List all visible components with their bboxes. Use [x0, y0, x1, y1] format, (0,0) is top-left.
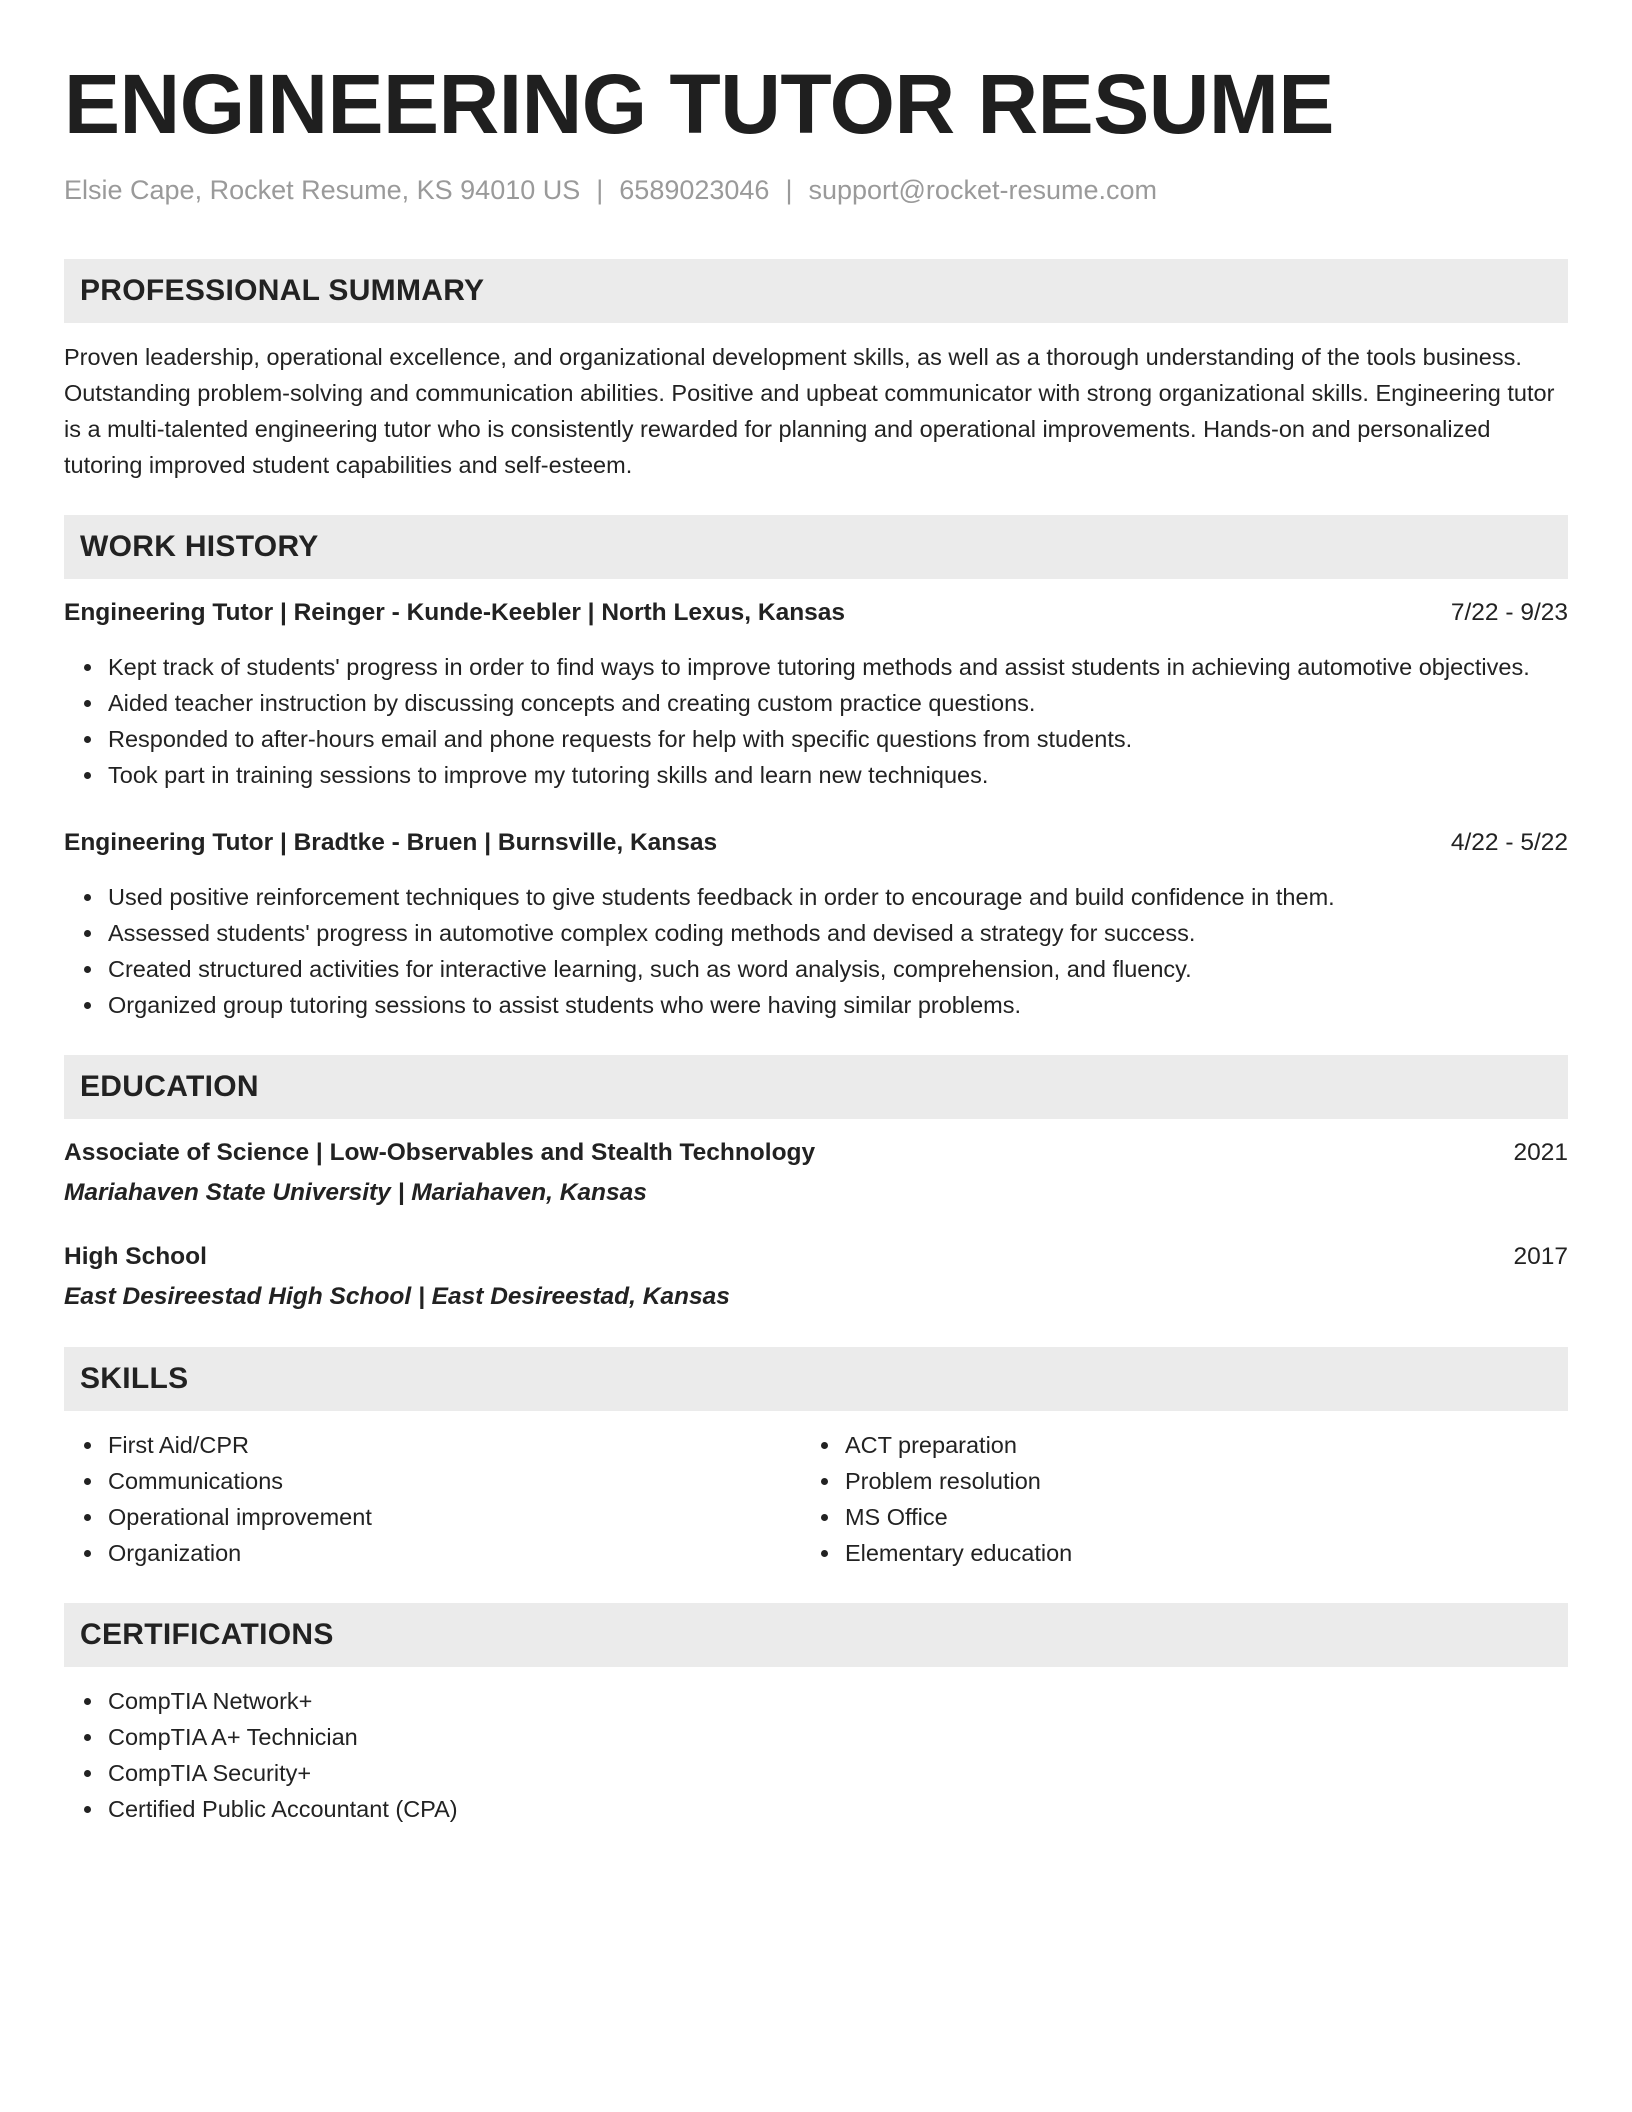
resume-title: ENGINEERING TUTOR RESUME	[64, 57, 1334, 151]
resume-content	[64, 52, 1568, 1827]
skill-item: ACT preparation	[845, 1427, 1568, 1463]
job-bullet: Responded to after-hours email and phone requests for help with specific questions from students.	[108, 721, 1568, 757]
work-history-heading: WORK HISTORY	[64, 515, 1568, 579]
job-bullet: Assessed students' progress in automotive complex coding methods and devised a strategy for success.	[108, 915, 1568, 951]
contact-separator: |	[785, 175, 793, 205]
skill-item: Communications	[108, 1463, 801, 1499]
certifications-list	[64, 1683, 1568, 1827]
job-header	[64, 825, 1568, 861]
certification-item: CompTIA Security+	[108, 1755, 1568, 1791]
education-header	[64, 1239, 1568, 1275]
education-entry	[64, 1239, 1568, 1315]
skills-column-right	[801, 1427, 1568, 1571]
skill-item: Elementary education	[845, 1535, 1568, 1571]
education-header	[64, 1135, 1568, 1171]
contact-separator: |	[596, 175, 604, 205]
education-year: 2021	[1513, 1139, 1568, 1166]
job-bullet: Used positive reinforcement techniques to give students feedback in order to encourage and build confidence in them.	[108, 879, 1568, 915]
job-bullet: Took part in training sessions to improve my tutoring skills and learn new techniques.	[108, 757, 1568, 793]
job-bullet: Kept track of students' progress in order to find ways to improve tutoring methods and assist students in achieving automotive objectives.	[108, 649, 1568, 685]
job-bullet: Organized group tutoring sessions to assist students who were having similar problems.	[108, 987, 1568, 1023]
summary-heading: PROFESSIONAL SUMMARY	[64, 259, 1568, 323]
job-bullets	[64, 649, 1568, 793]
summary-text: Proven leadership, operational excellence, and organizational development skills, as well as a thorough understanding of the tools business. Outstanding problem-solving and communication abilities. Positive and upbeat communicator with strong organizational skills. Engineering tutor is a multi-talented engineering tutor who is consistently rewarded for planning and operational improvements. Hands-on and personalized tutoring improved student capabilities and self-esteem.	[64, 344, 1555, 478]
contact-address: Elsie Cape, Rocket Resume, KS 94010 US	[64, 175, 581, 205]
job-title: Engineering Tutor | Reinger - Kunde-Keebler | North Lexus, Kansas	[64, 599, 846, 626]
job-bullet: Created structured activities for interactive learning, such as word analysis, comprehension, and fluency.	[108, 951, 1568, 987]
certification-item: CompTIA A+ Technician	[108, 1719, 1568, 1755]
education-degree: Associate of Science | Low-Observables and Stealth Technology	[64, 1139, 816, 1166]
job-entry	[64, 595, 1568, 793]
skill-item: Operational improvement	[108, 1499, 801, 1535]
skills-grid	[64, 1427, 1568, 1571]
skill-item: First Aid/CPR	[108, 1427, 801, 1463]
contact-email: support@rocket-resume.com	[808, 175, 1157, 205]
education-school: Mariahaven State University | Mariahaven, Kansas	[64, 1179, 647, 1206]
job-entry	[64, 825, 1568, 1023]
job-dates: 4/22 - 5/22	[1450, 829, 1568, 856]
job-header	[64, 595, 1568, 631]
job-bullet: Aided teacher instruction by discussing concepts and creating custom practice questions.	[108, 685, 1568, 721]
education-entry	[64, 1135, 1568, 1211]
contact-phone: 6589023046	[619, 175, 770, 205]
skills-column-left	[64, 1427, 801, 1571]
education-heading: EDUCATION	[64, 1055, 1568, 1119]
skill-item: MS Office	[845, 1499, 1568, 1535]
skill-item: Problem resolution	[845, 1463, 1568, 1499]
job-bullets	[64, 879, 1568, 1023]
skills-heading: SKILLS	[64, 1347, 1568, 1411]
job-title: Engineering Tutor | Bradtke - Bruen | Burnsville, Kansas	[64, 829, 718, 856]
education-degree: High School	[64, 1243, 207, 1270]
education-year: 2017	[1513, 1243, 1568, 1270]
contact-line	[64, 172, 1568, 208]
job-dates: 7/22 - 9/23	[1450, 599, 1568, 626]
education-school: East Desireestad High School | East Desireestad, Kansas	[64, 1283, 730, 1310]
certification-item: Certified Public Accountant (CPA)	[108, 1791, 1568, 1827]
certification-item: CompTIA Network+	[108, 1683, 1568, 1719]
certifications-heading: CERTIFICATIONS	[64, 1603, 1568, 1667]
skill-item: Organization	[108, 1535, 801, 1571]
